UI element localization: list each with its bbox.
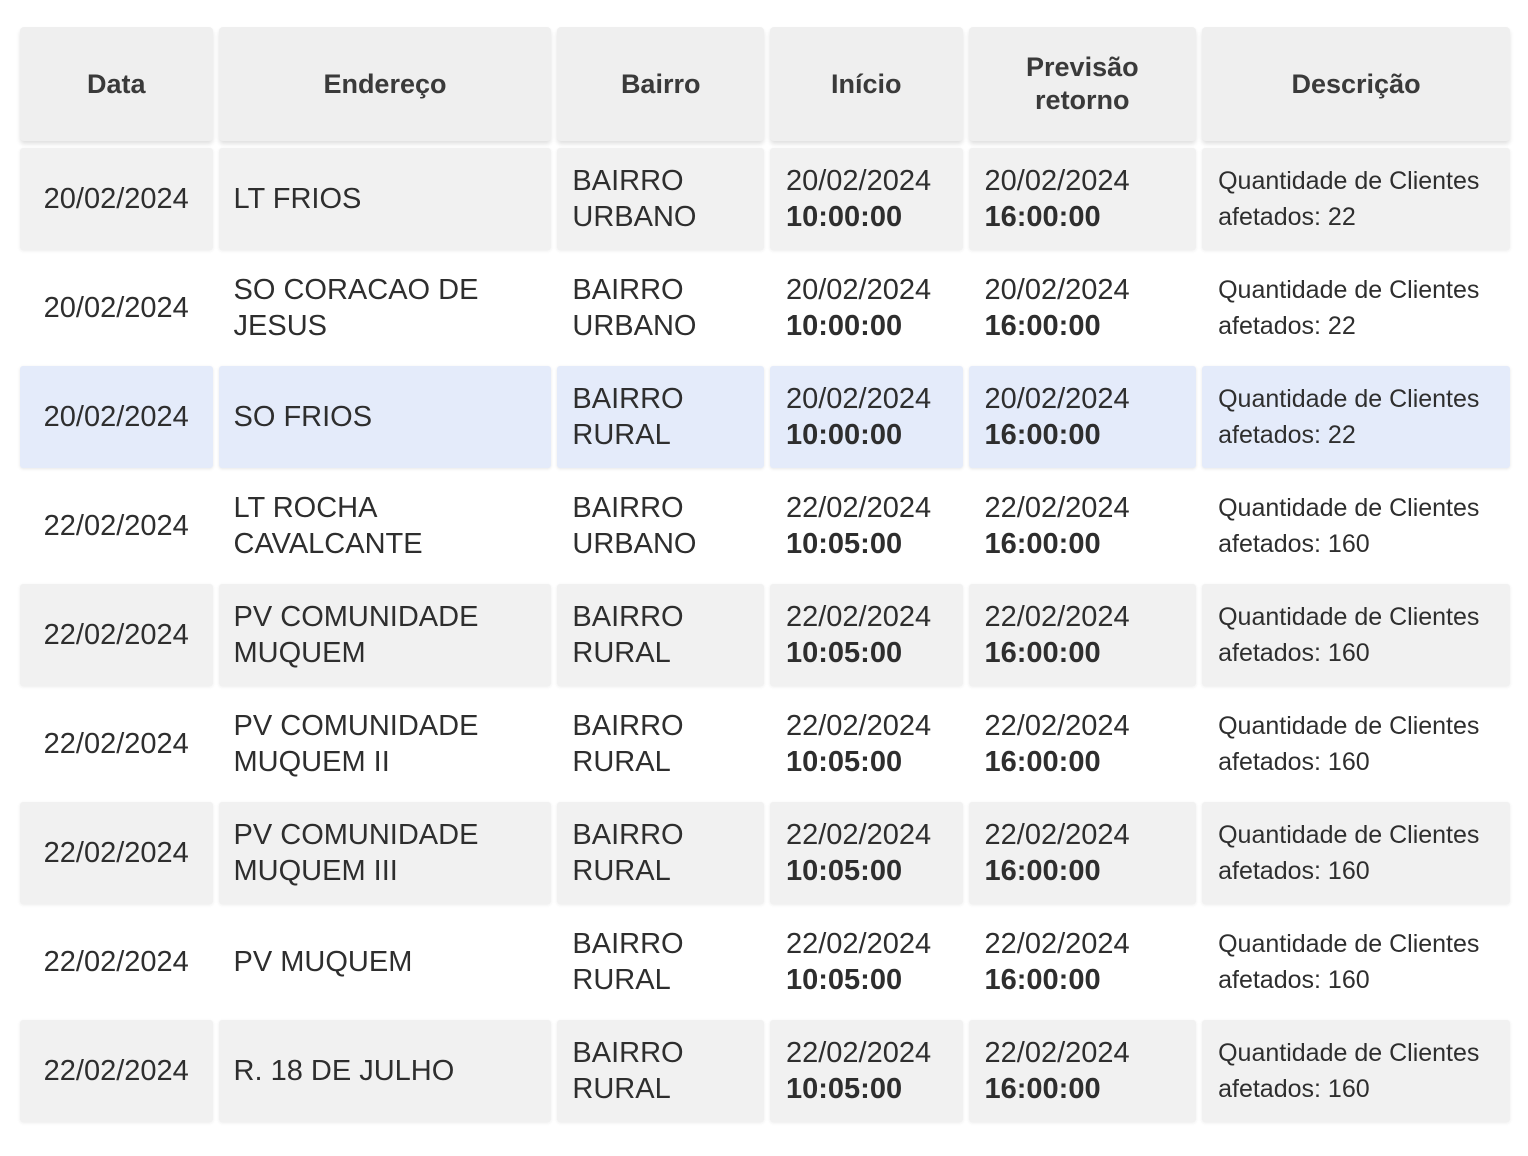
header-bairro[interactable]: Bairro: [557, 27, 764, 141]
inicio-time: 10:05:00: [785, 637, 903, 669]
outage-table: [14, 20, 1516, 1129]
header-descricao[interactable]: Descrição: [1202, 27, 1510, 141]
cell-previsao-retorno: [969, 911, 1197, 1013]
cell-bairro: BAIRRO URBANO: [557, 475, 764, 577]
previsao-time: 16:00:00: [984, 310, 1101, 342]
previsao-date: 22/02/2024: [984, 1037, 1130, 1069]
cell-endereco: LT FRIOS: [219, 148, 552, 250]
header-endereco[interactable]: Endereço: [219, 27, 552, 141]
cell-inicio: [770, 584, 963, 686]
previsao-time: 16:00:00: [984, 746, 1101, 778]
cell-data: 22/02/2024: [20, 475, 213, 577]
cell-descricao: Quantidade de Clientes afetados: 160: [1202, 1020, 1510, 1122]
cell-inicio: [770, 366, 963, 468]
table-header: [20, 27, 1510, 141]
cell-inicio: [770, 911, 963, 1013]
header-previsao-line1: Previsão: [1026, 52, 1139, 82]
header-row: [20, 27, 1510, 141]
previsao-date: 20/02/2024: [984, 274, 1130, 306]
cell-previsao-retorno: [969, 257, 1197, 359]
previsao-time: 16:00:00: [984, 964, 1101, 996]
table-body: [20, 148, 1510, 1122]
inicio-time: 10:05:00: [785, 1073, 903, 1105]
cell-bairro: BAIRRO URBANO: [557, 257, 764, 359]
table-row[interactable]: [20, 584, 1510, 686]
cell-data: 22/02/2024: [20, 584, 213, 686]
inicio-date: 22/02/2024: [785, 601, 932, 633]
previsao-date: 22/02/2024: [984, 819, 1130, 851]
cell-bairro: BAIRRO RURAL: [557, 911, 764, 1013]
cell-data: 20/02/2024: [20, 366, 213, 468]
cell-data: 20/02/2024: [20, 148, 213, 250]
cell-previsao-retorno: [969, 584, 1197, 686]
cell-previsao-retorno: [969, 366, 1197, 468]
cell-descricao: Quantidade de Clientes afetados: 160: [1202, 802, 1510, 904]
cell-inicio: [770, 693, 963, 795]
cell-endereco: SO FRIOS: [219, 366, 552, 468]
previsao-time: 16:00:00: [984, 528, 1101, 560]
inicio-time: 10:00:00: [785, 201, 903, 233]
cell-bairro: BAIRRO RURAL: [557, 802, 764, 904]
header-inicio[interactable]: Início: [770, 27, 963, 141]
inicio-time: 10:00:00: [785, 419, 903, 451]
previsao-time: 16:00:00: [984, 1073, 1101, 1105]
previsao-date: 22/02/2024: [984, 928, 1130, 960]
table-row[interactable]: [20, 911, 1510, 1013]
table-row[interactable]: [20, 148, 1510, 250]
inicio-time: 10:05:00: [785, 964, 903, 996]
previsao-date: 22/02/2024: [984, 710, 1130, 742]
cell-endereco: PV COMUNIDADE MUQUEM II: [219, 693, 552, 795]
cell-bairro: BAIRRO URBANO: [557, 148, 764, 250]
header-data[interactable]: Data: [20, 27, 213, 141]
previsao-time: 16:00:00: [984, 419, 1101, 451]
previsao-time: 16:00:00: [984, 855, 1101, 887]
cell-previsao-retorno: [969, 1020, 1197, 1122]
cell-data: 22/02/2024: [20, 802, 213, 904]
inicio-date: 22/02/2024: [785, 492, 932, 524]
cell-descricao: Quantidade de Clientes afetados: 160: [1202, 911, 1510, 1013]
cell-endereco: R. 18 DE JULHO: [219, 1020, 552, 1122]
cell-descricao: Quantidade de Clientes afetados: 160: [1202, 475, 1510, 577]
cell-descricao: Quantidade de Clientes afetados: 22: [1202, 257, 1510, 359]
previsao-date: 20/02/2024: [984, 383, 1130, 415]
cell-inicio: [770, 148, 963, 250]
cell-endereco: LT ROCHA CAVALCANTE: [219, 475, 552, 577]
inicio-time: 10:00:00: [785, 310, 903, 342]
inicio-time: 10:05:00: [785, 746, 903, 778]
cell-descricao: Quantidade de Clientes afetados: 22: [1202, 148, 1510, 250]
header-previsao-line2: retorno: [1035, 85, 1130, 115]
inicio-date: 22/02/2024: [785, 819, 932, 851]
cell-inicio: [770, 802, 963, 904]
table-row[interactable]: [20, 802, 1510, 904]
cell-inicio: [770, 257, 963, 359]
table-row[interactable]: [20, 1020, 1510, 1122]
inicio-time: 10:05:00: [785, 855, 903, 887]
inicio-date: 22/02/2024: [785, 1037, 932, 1069]
cell-descricao: Quantidade de Clientes afetados: 160: [1202, 693, 1510, 795]
cell-bairro: BAIRRO RURAL: [557, 366, 764, 468]
cell-data: 22/02/2024: [20, 693, 213, 795]
cell-data: 22/02/2024: [20, 1020, 213, 1122]
header-previsao-retorno[interactable]: [969, 27, 1197, 141]
cell-bairro: BAIRRO RURAL: [557, 1020, 764, 1122]
cell-endereco: PV COMUNIDADE MUQUEM III: [219, 802, 552, 904]
cell-data: 22/02/2024: [20, 911, 213, 1013]
table-row[interactable]: [20, 475, 1510, 577]
cell-previsao-retorno: [969, 802, 1197, 904]
cell-endereco: SO CORACAO DE JESUS: [219, 257, 552, 359]
inicio-time: 10:05:00: [785, 528, 903, 560]
cell-descricao: Quantidade de Clientes afetados: 22: [1202, 366, 1510, 468]
cell-previsao-retorno: [969, 148, 1197, 250]
table-row[interactable]: [20, 693, 1510, 795]
cell-previsao-retorno: [969, 475, 1197, 577]
inicio-date: 20/02/2024: [785, 383, 932, 415]
previsao-time: 16:00:00: [984, 201, 1101, 233]
previsao-time: 16:00:00: [984, 637, 1101, 669]
cell-bairro: BAIRRO RURAL: [557, 693, 764, 795]
inicio-date: 22/02/2024: [785, 928, 932, 960]
cell-descricao: Quantidade de Clientes afetados: 160: [1202, 584, 1510, 686]
outage-table-container: [20, 27, 1510, 1122]
cell-data: 20/02/2024: [20, 257, 213, 359]
cell-endereco: PV MUQUEM: [219, 911, 552, 1013]
cell-inicio: [770, 1020, 963, 1122]
previsao-date: 22/02/2024: [984, 601, 1130, 633]
table-row[interactable]: [20, 257, 1510, 359]
previsao-date: 20/02/2024: [984, 165, 1130, 197]
inicio-date: 20/02/2024: [785, 165, 932, 197]
table-row[interactable]: [20, 366, 1510, 468]
inicio-date: 22/02/2024: [785, 710, 932, 742]
cell-inicio: [770, 475, 963, 577]
previsao-date: 22/02/2024: [984, 492, 1130, 524]
cell-previsao-retorno: [969, 693, 1197, 795]
cell-bairro: BAIRRO RURAL: [557, 584, 764, 686]
inicio-date: 20/02/2024: [785, 274, 932, 306]
cell-endereco: PV COMUNIDADE MUQUEM: [219, 584, 552, 686]
